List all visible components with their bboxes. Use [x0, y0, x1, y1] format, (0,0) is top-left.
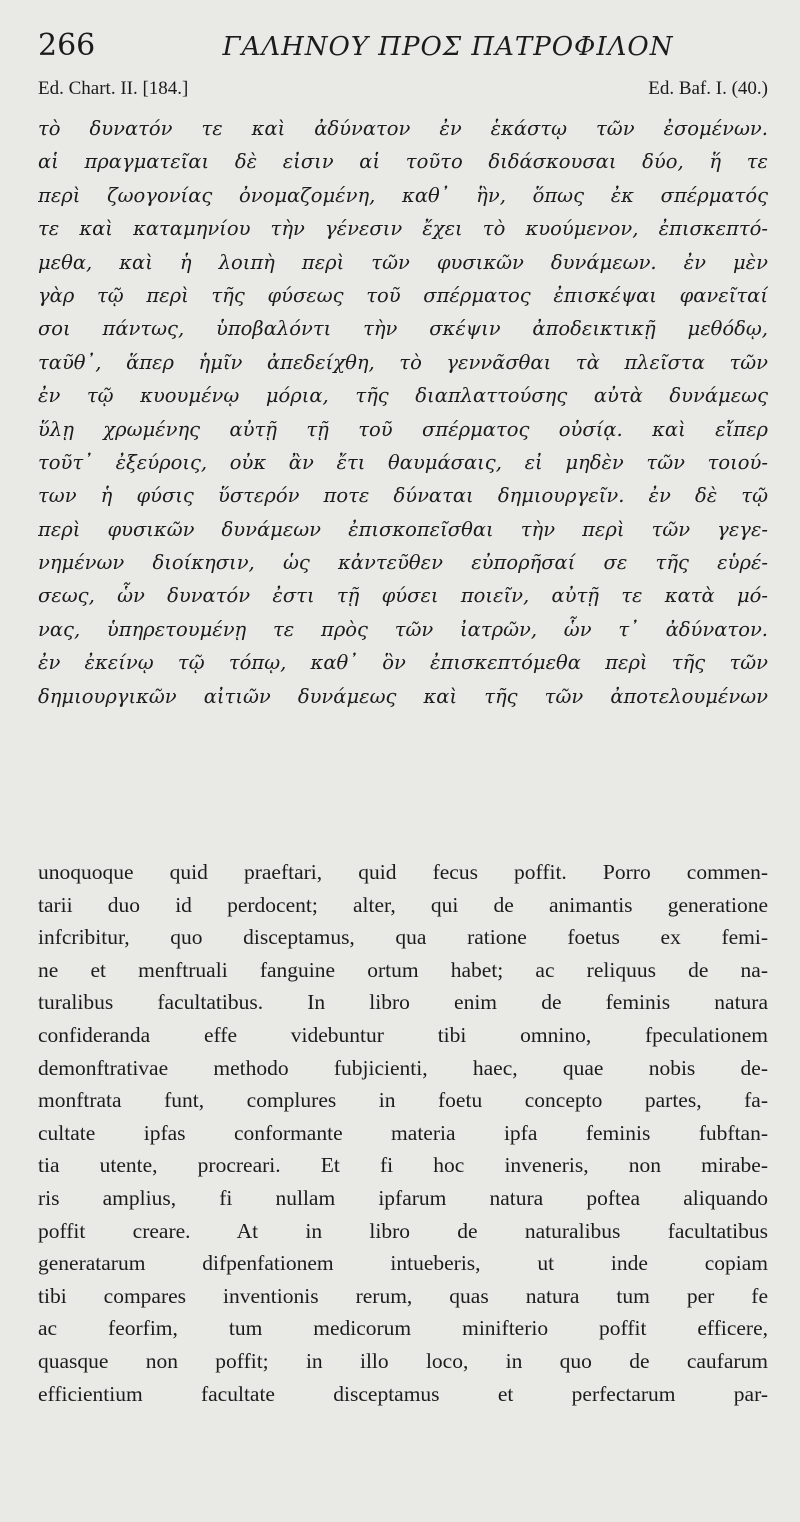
running-title: ΓΑΛΗΝΟΥ ΠΡΟΣ ΠΑΤΡΟΦΙΛΟΝ — [222, 32, 674, 62]
latin-line: confideranda effe videbuntur tibi omnino, fpeculationem — [38, 1022, 768, 1047]
latin-line: cultate ipfas conformante materia ipfa feminis fubftan- — [38, 1120, 768, 1145]
latin-line: tarii duo id perdocent; alter, qui de animantis generatione — [38, 892, 768, 917]
latin-line: efficientium facultate disceptamus et perfectarum par- — [38, 1381, 768, 1406]
latin-line: turalibus facultatibus. In libro enim de feminis natura — [38, 990, 768, 1015]
edition-reference-chartier: Ed. Chart. II. [184.] — [38, 78, 189, 99]
page-header — [38, 28, 768, 72]
greek-line: τὸ δυνατόν τε καὶ ἀδύνατον ἐν ἑκάστῳ τῶν ἐσομένων. — [38, 117, 768, 140]
greek-line: ἐν τῷ κυουμένῳ μόρια, τῆς διαπλαττούσης αὐτὰ δυνάμεως — [38, 384, 768, 408]
greek-line: αἱ πραγματεῖαι δὲ εἰσιν αἱ τοῦτο διδάσκουσαι δύο, ἥ τε — [38, 150, 768, 174]
edition-reference-basel: Ed. Baf. I. (40.) — [648, 78, 768, 99]
latin-line: ne et menftruali fanguine ortum habet; ac reliquus de na- — [38, 957, 768, 982]
greek-line: ὕλῃ χρωμένης αὐτῇ τῇ τοῦ σπέρματος οὐσίᾳ. καὶ εἴπερ — [38, 417, 768, 441]
greek-line: νας, ὑπηρετουμένῃ τε πρὸς τῶν ἰατρῶν, ὧν τ᾽ ἀδύνατον. — [38, 617, 768, 641]
greek-line: δημιουργικῶν αἰτιῶν δυνάμεως καὶ τῆς τῶν ἀποτελουμένων — [38, 684, 768, 708]
edition-reference-line — [38, 78, 768, 108]
latin-line: ris amplius, fi nullam ipfarum natura poftea aliquando — [38, 1185, 768, 1210]
page-number: 266 — [38, 28, 96, 63]
latin-line: demonftrativae methodo fubjicienti, haec, quae nobis de- — [38, 1055, 768, 1080]
greek-line: σοι πάντως, ὑποβαλόντι τὴν σκέψιν ἀποδεικτικῇ μεθόδῳ, — [38, 317, 768, 341]
greek-line: γὰρ τῷ περὶ τῆς φύσεως τοῦ σπέρματος ἐπισκέψαι φανεῖταί — [38, 283, 768, 307]
greek-line: σεως, ὧν δυνατόν ἐστι τῇ φύσει ποιεῖν, αὐτῇ τε κατὰ μό- — [38, 584, 768, 608]
greek-line: νημένων διοίκησιν, ὡς κἀντεῦθεν εὐπορῆσαί σε τῆς εὑρέ- — [38, 551, 768, 575]
latin-line: monftrata funt, complures in foetu concepto partes, fa- — [38, 1088, 768, 1113]
greek-line: τοῦτ᾽ ἐξεύροις, οὐκ ἂν ἔτι θαυμάσαις, εἰ μηδὲν τῶν τοιού- — [38, 450, 768, 474]
latin-line: tia utente, procreari. Et fi hoc inveneris, non mirabe- — [38, 1153, 768, 1178]
latin-line: tibi compares inventionis rerum, quas natura tum per fe — [38, 1283, 768, 1308]
greek-line: μεθα, καὶ ἡ λοιπὴ περὶ τῶν φυσικῶν δυνάμεων. ἐν μὲν — [38, 250, 768, 274]
greek-line: ταῦθ᾽, ἅπερ ἡμῖν ἀπεδείχθη, τὸ γεννᾶσθαι τὰ πλεῖστα τῶν — [38, 350, 768, 374]
latin-text-block — [38, 856, 768, 1410]
greek-line: των ἡ φύσις ὕστερόν ποτε δύναται δημιουργεῖν. ἐν δὲ τῷ — [38, 484, 768, 508]
latin-line: generatarum difpenfationem intueberis, ut inde copiam — [38, 1251, 768, 1276]
latin-line: ac feorfim, tum medicorum minifterio poffit efficere, — [38, 1316, 768, 1341]
latin-line: unoquoque quid praeftari, quid fecus poffit. Porro commen- — [38, 860, 768, 884]
latin-line: infcribitur, quo disceptamus, qua ratione foetus ex femi- — [38, 925, 768, 950]
greek-text-block — [38, 112, 768, 713]
greek-line: ἐν ἐκείνῳ τῷ τόπῳ, καθ᾽ ὃν ἐπισκεπτόμεθα περὶ τῆς τῶν — [38, 651, 768, 675]
greek-line: περὶ φυσικῶν δυνάμεων ἐπισκοπεῖσθαι τὴν περὶ τῶν γεγε- — [38, 517, 768, 541]
greek-line: τε καὶ καταμηνίου τὴν γένεσιν ἔχει τὸ κυούμενον, ἐπισκεπτό- — [38, 217, 768, 241]
latin-line: poffit creare. At in libro de naturalibus facultatibus — [38, 1218, 768, 1243]
latin-line: quasque non poffit; in illo loco, in quo de caufarum — [38, 1348, 768, 1373]
greek-line: περὶ ζωογονίας ὀνομαζομένη, καθ᾽ ἣν, ὅπως ἐκ σπέρματός — [38, 183, 768, 207]
